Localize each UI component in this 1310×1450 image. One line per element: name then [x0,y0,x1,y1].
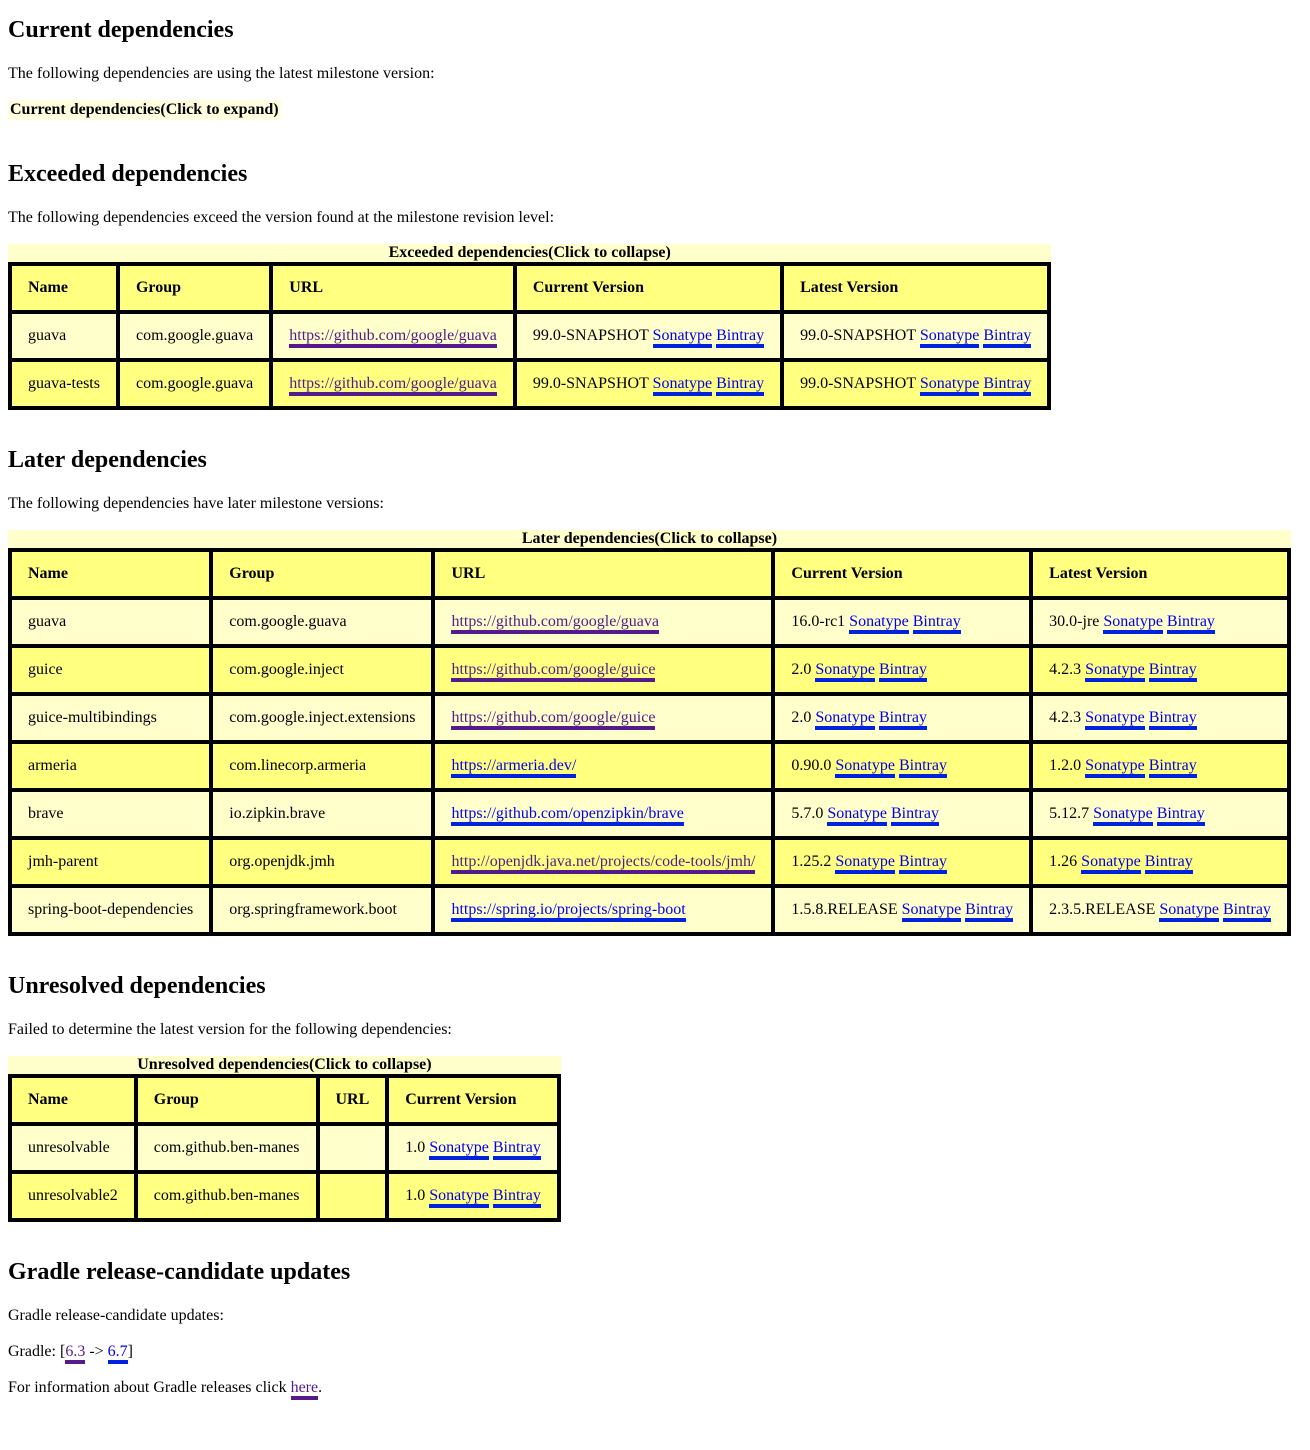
table-row [10,886,1289,934]
gradle-to-link[interactable]: 6.7 [108,1343,128,1364]
gradle-intro: Gradle release-candidate updates: [8,1307,224,1324]
version-text: 16.0-rc1 [791,613,846,630]
version-text: 30.0-jre [1049,613,1100,630]
current-version [773,886,1031,934]
unresolved-heading: Unresolved dependencies [8,973,266,999]
dependency-group: com.github.ben-manes [136,1124,318,1172]
sonatype-link[interactable]: Sonatype [429,1139,489,1160]
latest-version [1031,598,1289,646]
dependency-group: org.springframework.boot [211,886,433,934]
exceeded-caption-toggle[interactable]: Exceeded dependencies(Click to collapse) [8,244,1051,262]
current-intro: The following dependencies are using the latest milestone version: [8,65,435,82]
gradle-info-prefix: For information about Gradle releases click [8,1379,291,1396]
dependency-group: com.linecorp.armeria [211,742,433,790]
sonatype-link[interactable]: Sonatype [920,375,980,396]
dependency-group: io.zipkin.brave [211,790,433,838]
table-row [10,1124,559,1172]
version-text: 99.0-SNAPSHOT [532,375,649,392]
dependency-name: guice [10,646,211,694]
bintray-link[interactable]: Bintray [983,327,1031,348]
column-header: Group [211,550,433,598]
dependency-url-cell [433,790,773,838]
dependency-name: guava-tests [10,360,118,408]
dependency-url-cell [318,1124,388,1172]
latest-version [1031,742,1289,790]
current-version [773,646,1031,694]
dependency-url-link[interactable]: http://openjdk.java.net/projects/code-tools/jmh/ [451,853,755,874]
current-version [773,838,1031,886]
dependency-url-cell [271,360,515,408]
sonatype-link[interactable]: Sonatype [653,327,713,348]
column-header: Latest Version [782,264,1049,312]
current-summary-toggle[interactable]: Current dependencies(Click to expand) [10,101,279,118]
bintray-link[interactable]: Bintray [493,1187,541,1208]
column-header: Name [10,264,118,312]
table-row [10,360,1049,408]
table-row [10,742,1289,790]
sonatype-link[interactable]: Sonatype [1085,709,1145,730]
version-text: 99.0-SNAPSHOT [800,375,916,392]
bintray-link[interactable]: Bintray [899,757,947,778]
bintray-link[interactable]: Bintray [1157,805,1205,826]
sonatype-link[interactable]: Sonatype [1081,853,1141,874]
version-text: 4.2.3 [1049,709,1082,726]
column-header: URL [271,264,515,312]
latest-version [1031,646,1289,694]
dependency-group: com.google.guava [118,312,271,360]
dependency-url-link[interactable]: https://spring.io/projects/spring-boot [451,901,685,922]
header-row [10,264,1049,312]
gradle-prefix: Gradle: [ [8,1343,66,1360]
gradle-suffix: ] [127,1343,133,1360]
dependency-url-cell [433,886,773,934]
bintray-link[interactable]: Bintray [965,901,1013,922]
bintray-link[interactable]: Bintray [891,805,939,826]
version-text: 2.0 [791,661,812,678]
bintray-link[interactable]: Bintray [879,709,927,730]
version-text: 1.26 [1049,853,1078,870]
version-text: 1.25.2 [791,853,832,870]
gradle-info-suffix: . [318,1379,323,1396]
column-header: Name [10,550,211,598]
version-text: 99.0-SNAPSHOT [532,327,649,344]
table-row [10,694,1289,742]
table-row [10,1172,559,1220]
version-text: 1.0 [405,1139,426,1156]
table-row [10,838,1289,886]
dependency-url-cell [433,694,773,742]
bintray-link[interactable]: Bintray [1167,613,1215,634]
sonatype-link[interactable]: Sonatype [902,901,962,922]
sonatype-link[interactable]: Sonatype [1093,805,1153,826]
dependency-group: com.github.ben-manes [136,1172,318,1220]
dependency-group: org.openjdk.jmh [211,838,433,886]
dependency-group: com.google.inject [211,646,433,694]
column-header: Current Version [387,1076,559,1124]
bintray-link[interactable]: Bintray [1223,901,1271,922]
exceeded-heading: Exceeded dependencies [8,161,248,187]
dependency-url-link[interactable]: https://github.com/google/guava [289,375,497,396]
version-text: 2.0 [791,709,812,726]
gradle-releases-link[interactable]: here [291,1379,319,1400]
dependency-url-link[interactable]: https://github.com/openzipkin/brave [451,805,683,826]
version-text: 1.0 [405,1187,426,1204]
current-version [773,790,1031,838]
gradle-heading: Gradle release-candidate updates [8,1259,351,1285]
bintray-link[interactable]: Bintray [879,661,927,682]
version-text: 2.3.5.RELEASE [1049,901,1156,918]
header-row [10,1076,559,1124]
table-row [10,312,1049,360]
sonatype-link[interactable]: Sonatype [815,661,875,682]
bintray-link[interactable]: Bintray [716,327,764,348]
bintray-link[interactable]: Bintray [899,853,947,874]
sonatype-link[interactable]: Sonatype [653,375,713,396]
exceeded-intro: The following dependencies exceed the version found at the milestone revision level: [8,209,555,226]
current-version [515,312,782,360]
current-version [773,598,1031,646]
sonatype-link[interactable]: Sonatype [835,853,895,874]
dependency-url-cell [433,742,773,790]
dependency-url-link[interactable]: https://armeria.dev/ [451,757,576,778]
gradle-from-link[interactable]: 6.3 [65,1343,85,1364]
dependency-url-cell [271,312,515,360]
dependency-url-link[interactable]: https://github.com/google/guice [451,709,655,730]
version-text: 5.7.0 [791,805,824,822]
column-header: Group [136,1076,318,1124]
unresolved-caption-toggle[interactable]: Unresolved dependencies(Click to collapse) [8,1056,561,1074]
version-text: 4.2.3 [1049,661,1082,678]
bintray-link[interactable]: Bintray [716,375,764,396]
table-row [10,598,1289,646]
gradle-versions [8,1342,1302,1362]
dependency-url-link[interactable]: https://github.com/google/guava [289,327,497,348]
current-heading: Current dependencies [8,17,234,43]
dependency-url-link[interactable]: https://github.com/google/guice [451,661,655,682]
dependency-name: guava [10,312,118,360]
dependency-name: guice-multibindings [10,694,211,742]
sonatype-link[interactable]: Sonatype [827,805,887,826]
later-table [8,530,1291,936]
unresolved-table [8,1056,561,1222]
gradle-arrow: -> [85,1343,108,1360]
dependency-name: spring-boot-dependencies [10,886,211,934]
current-version [387,1172,559,1220]
bintray-link[interactable]: Bintray [1149,757,1197,778]
column-header: Current Version [515,264,782,312]
current-version [773,694,1031,742]
sonatype-link[interactable]: Sonatype [849,613,909,634]
sonatype-link[interactable]: Sonatype [920,327,980,348]
dependency-group: com.google.guava [211,598,433,646]
dependency-url-cell [433,598,773,646]
version-text: 1.2.0 [1049,757,1082,774]
column-header: Latest Version [1031,550,1289,598]
current-version [773,742,1031,790]
dependency-group: com.google.guava [118,360,271,408]
table-row [10,790,1289,838]
version-text: 1.5.8.RELEASE [791,901,898,918]
column-header: URL [433,550,773,598]
dependency-name: guava [10,598,211,646]
version-text: 99.0-SNAPSHOT [800,327,916,344]
dependency-name: unresolvable2 [10,1172,136,1220]
bintray-link[interactable]: Bintray [493,1139,541,1160]
dependency-url-cell [318,1172,388,1220]
sonatype-link[interactable]: Sonatype [429,1187,489,1208]
bintray-link[interactable]: Bintray [1149,709,1197,730]
bintray-link[interactable]: Bintray [983,375,1031,396]
dependency-url-link[interactable]: https://github.com/google/guava [451,613,659,634]
dependency-name: unresolvable [10,1124,136,1172]
version-text: 5.12.7 [1049,805,1090,822]
sonatype-link[interactable]: Sonatype [1085,757,1145,778]
sonatype-link[interactable]: Sonatype [835,757,895,778]
dependency-name: jmh-parent [10,838,211,886]
exceeded-table [8,244,1051,410]
latest-version [1031,838,1289,886]
column-header: URL [318,1076,388,1124]
dependency-group: com.google.inject.extensions [211,694,433,742]
latest-version [1031,790,1289,838]
later-caption-toggle[interactable]: Later dependencies(Click to collapse) [8,530,1291,548]
sonatype-link[interactable]: Sonatype [1103,613,1163,634]
header-row [10,550,1289,598]
column-header: Current Version [773,550,1031,598]
bintray-link[interactable]: Bintray [913,613,961,634]
latest-version [1031,694,1289,742]
unresolved-intro: Failed to determine the latest version for the following dependencies: [8,1021,452,1038]
dependency-name: armeria [10,742,211,790]
dependency-url-cell [433,646,773,694]
current-version [387,1124,559,1172]
later-heading: Later dependencies [8,447,207,473]
dependency-url-cell [433,838,773,886]
dependency-name: brave [10,790,211,838]
sonatype-link[interactable]: Sonatype [1159,901,1219,922]
current-version [515,360,782,408]
latest-version [782,312,1049,360]
column-header: Group [118,264,271,312]
table-row [10,646,1289,694]
latest-version [1031,886,1289,934]
bintray-link[interactable]: Bintray [1149,661,1197,682]
latest-version [782,360,1049,408]
bintray-link[interactable]: Bintray [1145,853,1193,874]
sonatype-link[interactable]: Sonatype [815,709,875,730]
version-text: 0.90.0 [791,757,832,774]
column-header: Name [10,1076,136,1124]
sonatype-link[interactable]: Sonatype [1085,661,1145,682]
gradle-info [8,1378,1302,1398]
later-intro: The following dependencies have later milestone versions: [8,495,384,512]
